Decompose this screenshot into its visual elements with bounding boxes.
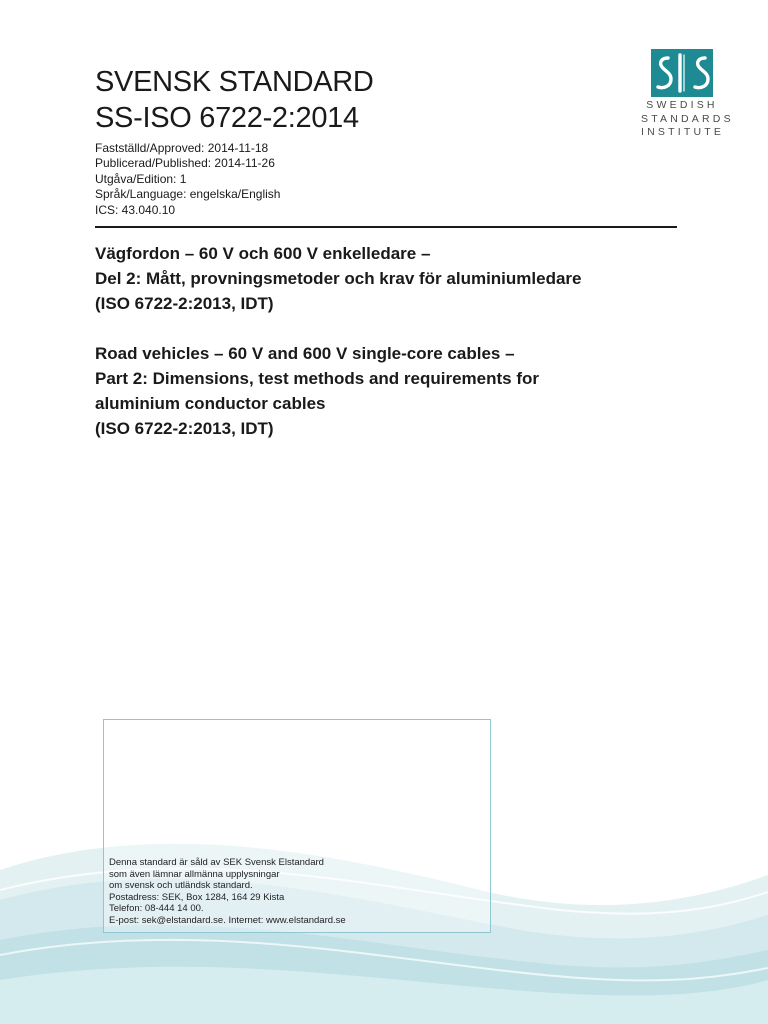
notice-address: Postadress: SEK, Box 1284, 164 29 Kista bbox=[109, 891, 285, 903]
swedish-title-line2: Del 2: Mått, provningsmetoder och krav för aluminiumledare bbox=[95, 269, 582, 288]
notice-phone: Telefon: 08-444 14 00. bbox=[109, 903, 204, 915]
approved-date: Fastställd/Approved: 2014-11-18 bbox=[95, 141, 269, 155]
standard-number: SS-ISO 6722-2:2014 bbox=[95, 102, 359, 134]
ics-code: ICS: 43.040.10 bbox=[95, 202, 176, 217]
distributor-notice-box bbox=[103, 719, 491, 933]
published-date: Publicerad/Published: 2014-11-26 bbox=[95, 156, 275, 171]
logo-text-institute: INSTITUTE bbox=[641, 126, 725, 138]
logo-text-swedish: SWEDISH bbox=[646, 99, 718, 111]
divider bbox=[95, 226, 677, 228]
swedish-title bbox=[95, 241, 582, 316]
standard-heading bbox=[95, 64, 374, 136]
language: Språk/Language: engelska/English bbox=[95, 187, 281, 202]
notice-contact: E-post: sek@elstandard.se. Internet: www.elstandard.se bbox=[109, 914, 346, 926]
sis-logo bbox=[641, 49, 734, 140]
edition: Utgåva/Edition: 1 bbox=[95, 171, 187, 186]
logo-text-standards: STANDARDS bbox=[641, 112, 734, 125]
swedish-title-line3: (ISO 6722-2:2013, IDT) bbox=[95, 294, 274, 313]
distributor-notice bbox=[109, 857, 346, 927]
notice-line1: Denna standard är såld av SEK Svensk Elstandard bbox=[109, 857, 324, 868]
notice-line3: om svensk och utländsk standard. bbox=[109, 880, 253, 892]
english-title bbox=[95, 341, 539, 441]
english-title-line4: (ISO 6722-2:2013, IDT) bbox=[95, 419, 274, 438]
english-title-line3: aluminium conductor cables bbox=[95, 394, 326, 413]
english-title-line1: Road vehicles – 60 V and 600 V single-core cables – bbox=[95, 344, 515, 363]
english-title-line2: Part 2: Dimensions, test methods and requirements for bbox=[95, 369, 539, 388]
sis-logo-icon bbox=[651, 49, 713, 97]
standard-heading-line1: SVENSK STANDARD bbox=[95, 66, 374, 98]
swedish-title-line1: Vägfordon – 60 V och 600 V enkelledare – bbox=[95, 244, 431, 263]
standard-metadata bbox=[95, 141, 280, 218]
notice-line2: som även lämnar allmänna upplysningar bbox=[109, 868, 280, 880]
